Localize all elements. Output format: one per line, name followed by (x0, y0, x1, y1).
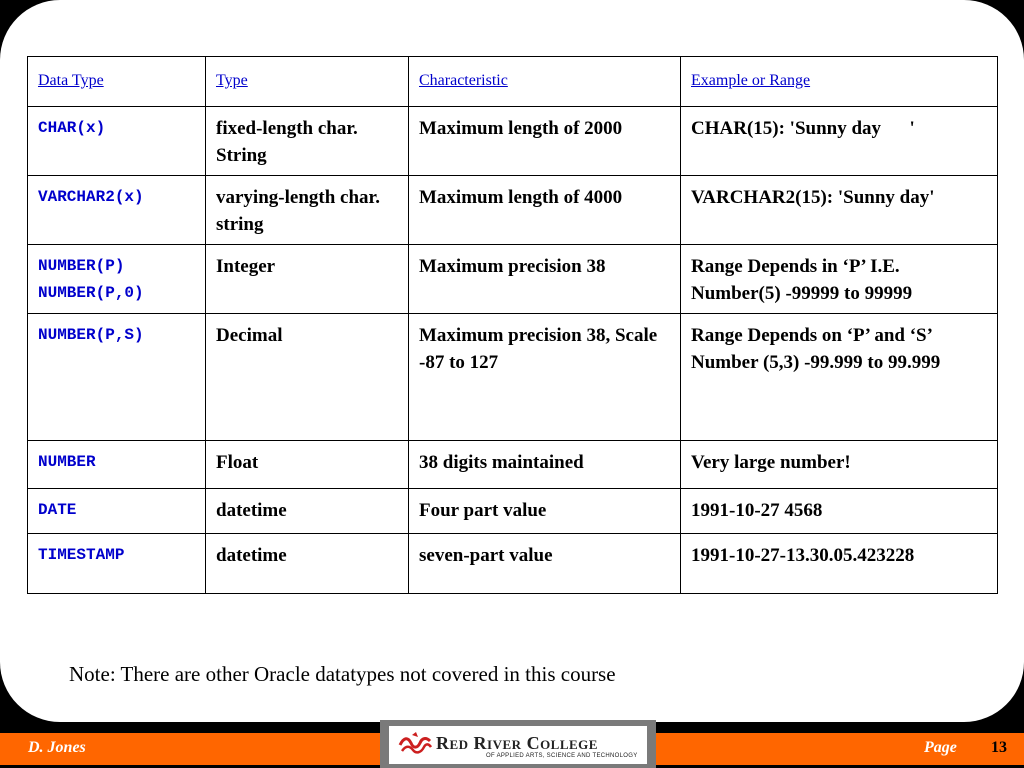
author-name: D. Jones (28, 739, 86, 756)
cell-characteristic: Maximum precision 38 (409, 245, 681, 314)
datatype-table (27, 56, 998, 594)
cell-data-type: CHAR(x) (28, 107, 206, 176)
cell-type: datetime (206, 489, 409, 534)
header-data-type[interactable]: Data Type (28, 57, 206, 107)
page-label: Page (924, 739, 957, 756)
table-row (28, 441, 998, 489)
cell-data-type: NUMBER (28, 441, 206, 489)
cell-example: Very large number! (681, 441, 998, 489)
cell-characteristic: Maximum length of 4000 (409, 176, 681, 245)
header-characteristic[interactable]: Characteristic (409, 57, 681, 107)
table-row (28, 314, 998, 441)
cell-data-type: NUMBER(P) NUMBER(P,0) (28, 245, 206, 314)
cell-data-type: TIMESTAMP (28, 534, 206, 594)
page-number: 13 (991, 739, 1007, 756)
cell-example: 1991-10-27-13.30.05.423228 (681, 534, 998, 594)
cell-characteristic: Maximum length of 2000 (409, 107, 681, 176)
cell-example: Range Depends on ‘P’ and ‘S’ Number (5,3) -99.999 to 99.999 (681, 314, 998, 441)
cell-characteristic: Maximum precision 38, Scale -87 to 127 (409, 314, 681, 441)
footnote-text: Note: There are other Oracle datatypes not covered in this course (69, 662, 616, 686)
cell-characteristic: Four part value (409, 489, 681, 534)
college-name: Red River College (436, 733, 598, 753)
cell-type: fixed-length char. String (206, 107, 409, 176)
college-subtitle: OF APPLIED ARTS, SCIENCE AND TECHNOLOGY (486, 753, 638, 759)
table-row (28, 245, 998, 314)
table-header-row (28, 57, 998, 107)
cell-data-type: NUMBER(P,S) (28, 314, 206, 441)
river-logo-icon (398, 731, 432, 757)
cell-characteristic: 38 digits maintained (409, 441, 681, 489)
cell-type: Float (206, 441, 409, 489)
header-example[interactable]: Example or Range (681, 57, 998, 107)
cell-type: datetime (206, 534, 409, 594)
table-row (28, 176, 998, 245)
cell-example: 1991-10-27 4568 (681, 489, 998, 534)
cell-data-type: VARCHAR2(x) (28, 176, 206, 245)
table-row (28, 107, 998, 176)
table-row (28, 489, 998, 534)
cell-type: varying-length char. string (206, 176, 409, 245)
cell-example: VARCHAR2(15): 'Sunny day' (681, 176, 998, 245)
cell-type: Integer (206, 245, 409, 314)
cell-type: Decimal (206, 314, 409, 441)
cell-data-type: DATE (28, 489, 206, 534)
cell-example: Range Depends in ‘P’ I.E. Number(5) -99999 to 99999 (681, 245, 998, 314)
cell-example: CHAR(15): 'Sunny day ' (681, 107, 998, 176)
cell-characteristic: seven-part value (409, 534, 681, 594)
table-row (28, 534, 998, 594)
header-type[interactable]: Type (206, 57, 409, 107)
